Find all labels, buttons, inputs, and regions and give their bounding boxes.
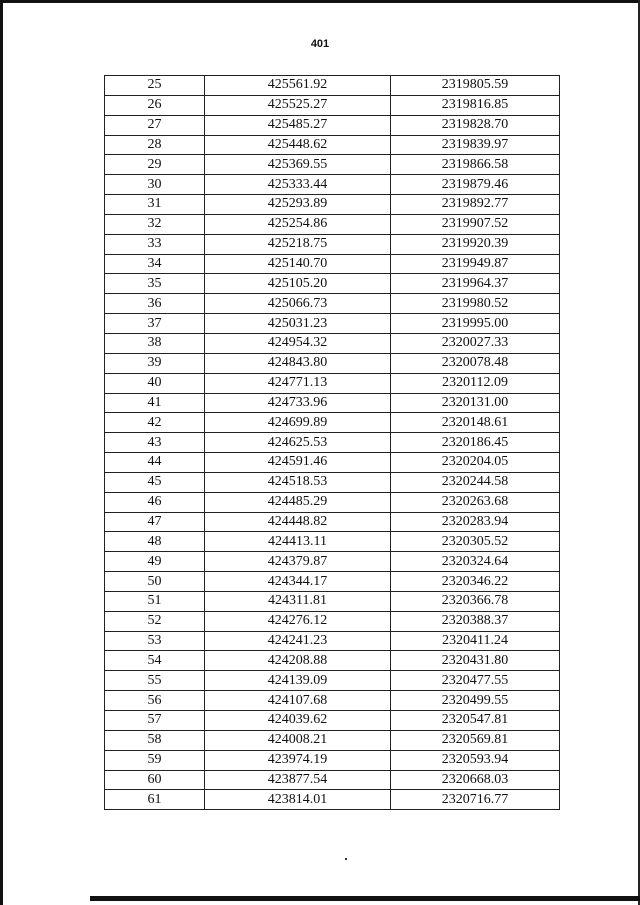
northing-cell: 2320499.55 xyxy=(391,691,560,711)
easting-cell: 424241.23 xyxy=(205,631,391,651)
table-row xyxy=(105,373,560,393)
point-number-cell: 51 xyxy=(105,591,205,611)
point-number-cell: 33 xyxy=(105,234,205,254)
point-number-cell: 49 xyxy=(105,552,205,572)
point-number-cell: 57 xyxy=(105,711,205,731)
table-row xyxy=(105,115,560,135)
table-row xyxy=(105,333,560,353)
northing-cell: 2320305.52 xyxy=(391,532,560,552)
easting-cell: 423974.19 xyxy=(205,750,391,770)
northing-cell: 2319816.85 xyxy=(391,95,560,115)
easting-cell: 424139.09 xyxy=(205,671,391,691)
coordinates-table-body xyxy=(105,76,560,810)
easting-cell: 424413.11 xyxy=(205,532,391,552)
point-number-cell: 43 xyxy=(105,433,205,453)
northing-cell: 2320027.33 xyxy=(391,333,560,353)
table-row xyxy=(105,552,560,572)
easting-cell: 424954.32 xyxy=(205,333,391,353)
table-row xyxy=(105,730,560,750)
easting-cell: 424008.21 xyxy=(205,730,391,750)
northing-cell: 2320569.81 xyxy=(391,730,560,750)
point-number-cell: 39 xyxy=(105,353,205,373)
table-row xyxy=(105,175,560,195)
northing-cell: 2320477.55 xyxy=(391,671,560,691)
point-number-cell: 55 xyxy=(105,671,205,691)
point-number-cell: 59 xyxy=(105,750,205,770)
table-row xyxy=(105,254,560,274)
page-border-top xyxy=(0,0,640,3)
easting-cell: 425485.27 xyxy=(205,115,391,135)
easting-cell: 424843.80 xyxy=(205,353,391,373)
table-row xyxy=(105,770,560,790)
table-row xyxy=(105,353,560,373)
coordinates-table xyxy=(104,75,560,810)
table-row xyxy=(105,76,560,96)
northing-cell: 2319949.87 xyxy=(391,254,560,274)
point-number-cell: 28 xyxy=(105,135,205,155)
point-number-cell: 31 xyxy=(105,195,205,215)
point-number-cell: 50 xyxy=(105,572,205,592)
point-number-cell: 53 xyxy=(105,631,205,651)
table-row xyxy=(105,294,560,314)
point-number-cell: 27 xyxy=(105,115,205,135)
table-row xyxy=(105,671,560,691)
northing-cell: 2319866.58 xyxy=(391,155,560,175)
point-number-cell: 37 xyxy=(105,314,205,334)
table-row xyxy=(105,413,560,433)
easting-cell: 425525.27 xyxy=(205,95,391,115)
easting-cell: 424379.87 xyxy=(205,552,391,572)
point-number-cell: 41 xyxy=(105,393,205,413)
table-row xyxy=(105,234,560,254)
easting-cell: 424208.88 xyxy=(205,651,391,671)
table-row xyxy=(105,591,560,611)
northing-cell: 2320324.64 xyxy=(391,552,560,572)
easting-cell: 425293.89 xyxy=(205,195,391,215)
table-row xyxy=(105,314,560,334)
easting-cell: 425448.62 xyxy=(205,135,391,155)
point-number-cell: 25 xyxy=(105,76,205,96)
northing-cell: 2320716.77 xyxy=(391,790,560,810)
table-row xyxy=(105,433,560,453)
page-border-left xyxy=(0,0,3,905)
northing-cell: 2320593.94 xyxy=(391,750,560,770)
easting-cell: 424518.53 xyxy=(205,472,391,492)
point-number-cell: 56 xyxy=(105,691,205,711)
northing-cell: 2319879.46 xyxy=(391,175,560,195)
northing-cell: 2320112.09 xyxy=(391,373,560,393)
easting-cell: 424699.89 xyxy=(205,413,391,433)
table-row xyxy=(105,512,560,532)
northing-cell: 2320668.03 xyxy=(391,770,560,790)
easting-cell: 424311.81 xyxy=(205,591,391,611)
page-number: 401 xyxy=(310,38,330,50)
point-number-cell: 52 xyxy=(105,611,205,631)
point-number-cell: 61 xyxy=(105,790,205,810)
table-row xyxy=(105,750,560,770)
point-number-cell: 48 xyxy=(105,532,205,552)
easting-cell: 425140.70 xyxy=(205,254,391,274)
northing-cell: 2320244.58 xyxy=(391,472,560,492)
easting-cell: 424625.53 xyxy=(205,433,391,453)
point-number-cell: 47 xyxy=(105,512,205,532)
easting-cell: 425031.23 xyxy=(205,314,391,334)
point-number-cell: 29 xyxy=(105,155,205,175)
table-row xyxy=(105,532,560,552)
table-row xyxy=(105,155,560,175)
table-row xyxy=(105,472,560,492)
point-number-cell: 40 xyxy=(105,373,205,393)
table-row xyxy=(105,453,560,473)
scan-speck xyxy=(345,858,347,860)
northing-cell: 2320431.80 xyxy=(391,651,560,671)
northing-cell: 2319805.59 xyxy=(391,76,560,96)
northing-cell: 2320346.22 xyxy=(391,572,560,592)
point-number-cell: 38 xyxy=(105,333,205,353)
point-number-cell: 44 xyxy=(105,453,205,473)
table-row xyxy=(105,691,560,711)
easting-cell: 425333.44 xyxy=(205,175,391,195)
table-row xyxy=(105,214,560,234)
northing-cell: 2320366.78 xyxy=(391,591,560,611)
easting-cell: 425066.73 xyxy=(205,294,391,314)
northing-cell: 2319907.52 xyxy=(391,214,560,234)
table-row xyxy=(105,135,560,155)
northing-cell: 2320131.00 xyxy=(391,393,560,413)
easting-cell: 424448.82 xyxy=(205,512,391,532)
table-row xyxy=(105,492,560,512)
point-number-cell: 46 xyxy=(105,492,205,512)
point-number-cell: 32 xyxy=(105,214,205,234)
easting-cell: 423814.01 xyxy=(205,790,391,810)
easting-cell: 425254.86 xyxy=(205,214,391,234)
table-row xyxy=(105,790,560,810)
easting-cell: 424039.62 xyxy=(205,711,391,731)
northing-cell: 2320078.48 xyxy=(391,353,560,373)
point-number-cell: 26 xyxy=(105,95,205,115)
northing-cell: 2320388.37 xyxy=(391,611,560,631)
easting-cell: 424591.46 xyxy=(205,453,391,473)
table-row xyxy=(105,651,560,671)
point-number-cell: 36 xyxy=(105,294,205,314)
easting-cell: 424485.29 xyxy=(205,492,391,512)
northing-cell: 2319839.97 xyxy=(391,135,560,155)
easting-cell: 424344.17 xyxy=(205,572,391,592)
northing-cell: 2320148.61 xyxy=(391,413,560,433)
northing-cell: 2320547.81 xyxy=(391,711,560,731)
northing-cell: 2319995.00 xyxy=(391,314,560,334)
table-row xyxy=(105,631,560,651)
table-row xyxy=(105,393,560,413)
point-number-cell: 34 xyxy=(105,254,205,274)
table-row xyxy=(105,611,560,631)
easting-cell: 424733.96 xyxy=(205,393,391,413)
table-row xyxy=(105,95,560,115)
point-number-cell: 42 xyxy=(105,413,205,433)
table-row xyxy=(105,572,560,592)
easting-cell: 424107.68 xyxy=(205,691,391,711)
table-row xyxy=(105,711,560,731)
point-number-cell: 60 xyxy=(105,770,205,790)
northing-cell: 2320411.24 xyxy=(391,631,560,651)
northing-cell: 2319892.77 xyxy=(391,195,560,215)
point-number-cell: 35 xyxy=(105,274,205,294)
northing-cell: 2319920.39 xyxy=(391,234,560,254)
page-border-bottom xyxy=(90,896,640,901)
easting-cell: 424771.13 xyxy=(205,373,391,393)
northing-cell: 2319980.52 xyxy=(391,294,560,314)
table-row xyxy=(105,274,560,294)
point-number-cell: 54 xyxy=(105,651,205,671)
easting-cell: 425561.92 xyxy=(205,76,391,96)
northing-cell: 2320204.05 xyxy=(391,453,560,473)
easting-cell: 425218.75 xyxy=(205,234,391,254)
northing-cell: 2320263.68 xyxy=(391,492,560,512)
northing-cell: 2320186.45 xyxy=(391,433,560,453)
easting-cell: 424276.12 xyxy=(205,611,391,631)
northing-cell: 2320283.94 xyxy=(391,512,560,532)
point-number-cell: 45 xyxy=(105,472,205,492)
easting-cell: 425105.20 xyxy=(205,274,391,294)
table-row xyxy=(105,195,560,215)
easting-cell: 425369.55 xyxy=(205,155,391,175)
northing-cell: 2319964.37 xyxy=(391,274,560,294)
easting-cell: 423877.54 xyxy=(205,770,391,790)
point-number-cell: 58 xyxy=(105,730,205,750)
point-number-cell: 30 xyxy=(105,175,205,195)
northing-cell: 2319828.70 xyxy=(391,115,560,135)
